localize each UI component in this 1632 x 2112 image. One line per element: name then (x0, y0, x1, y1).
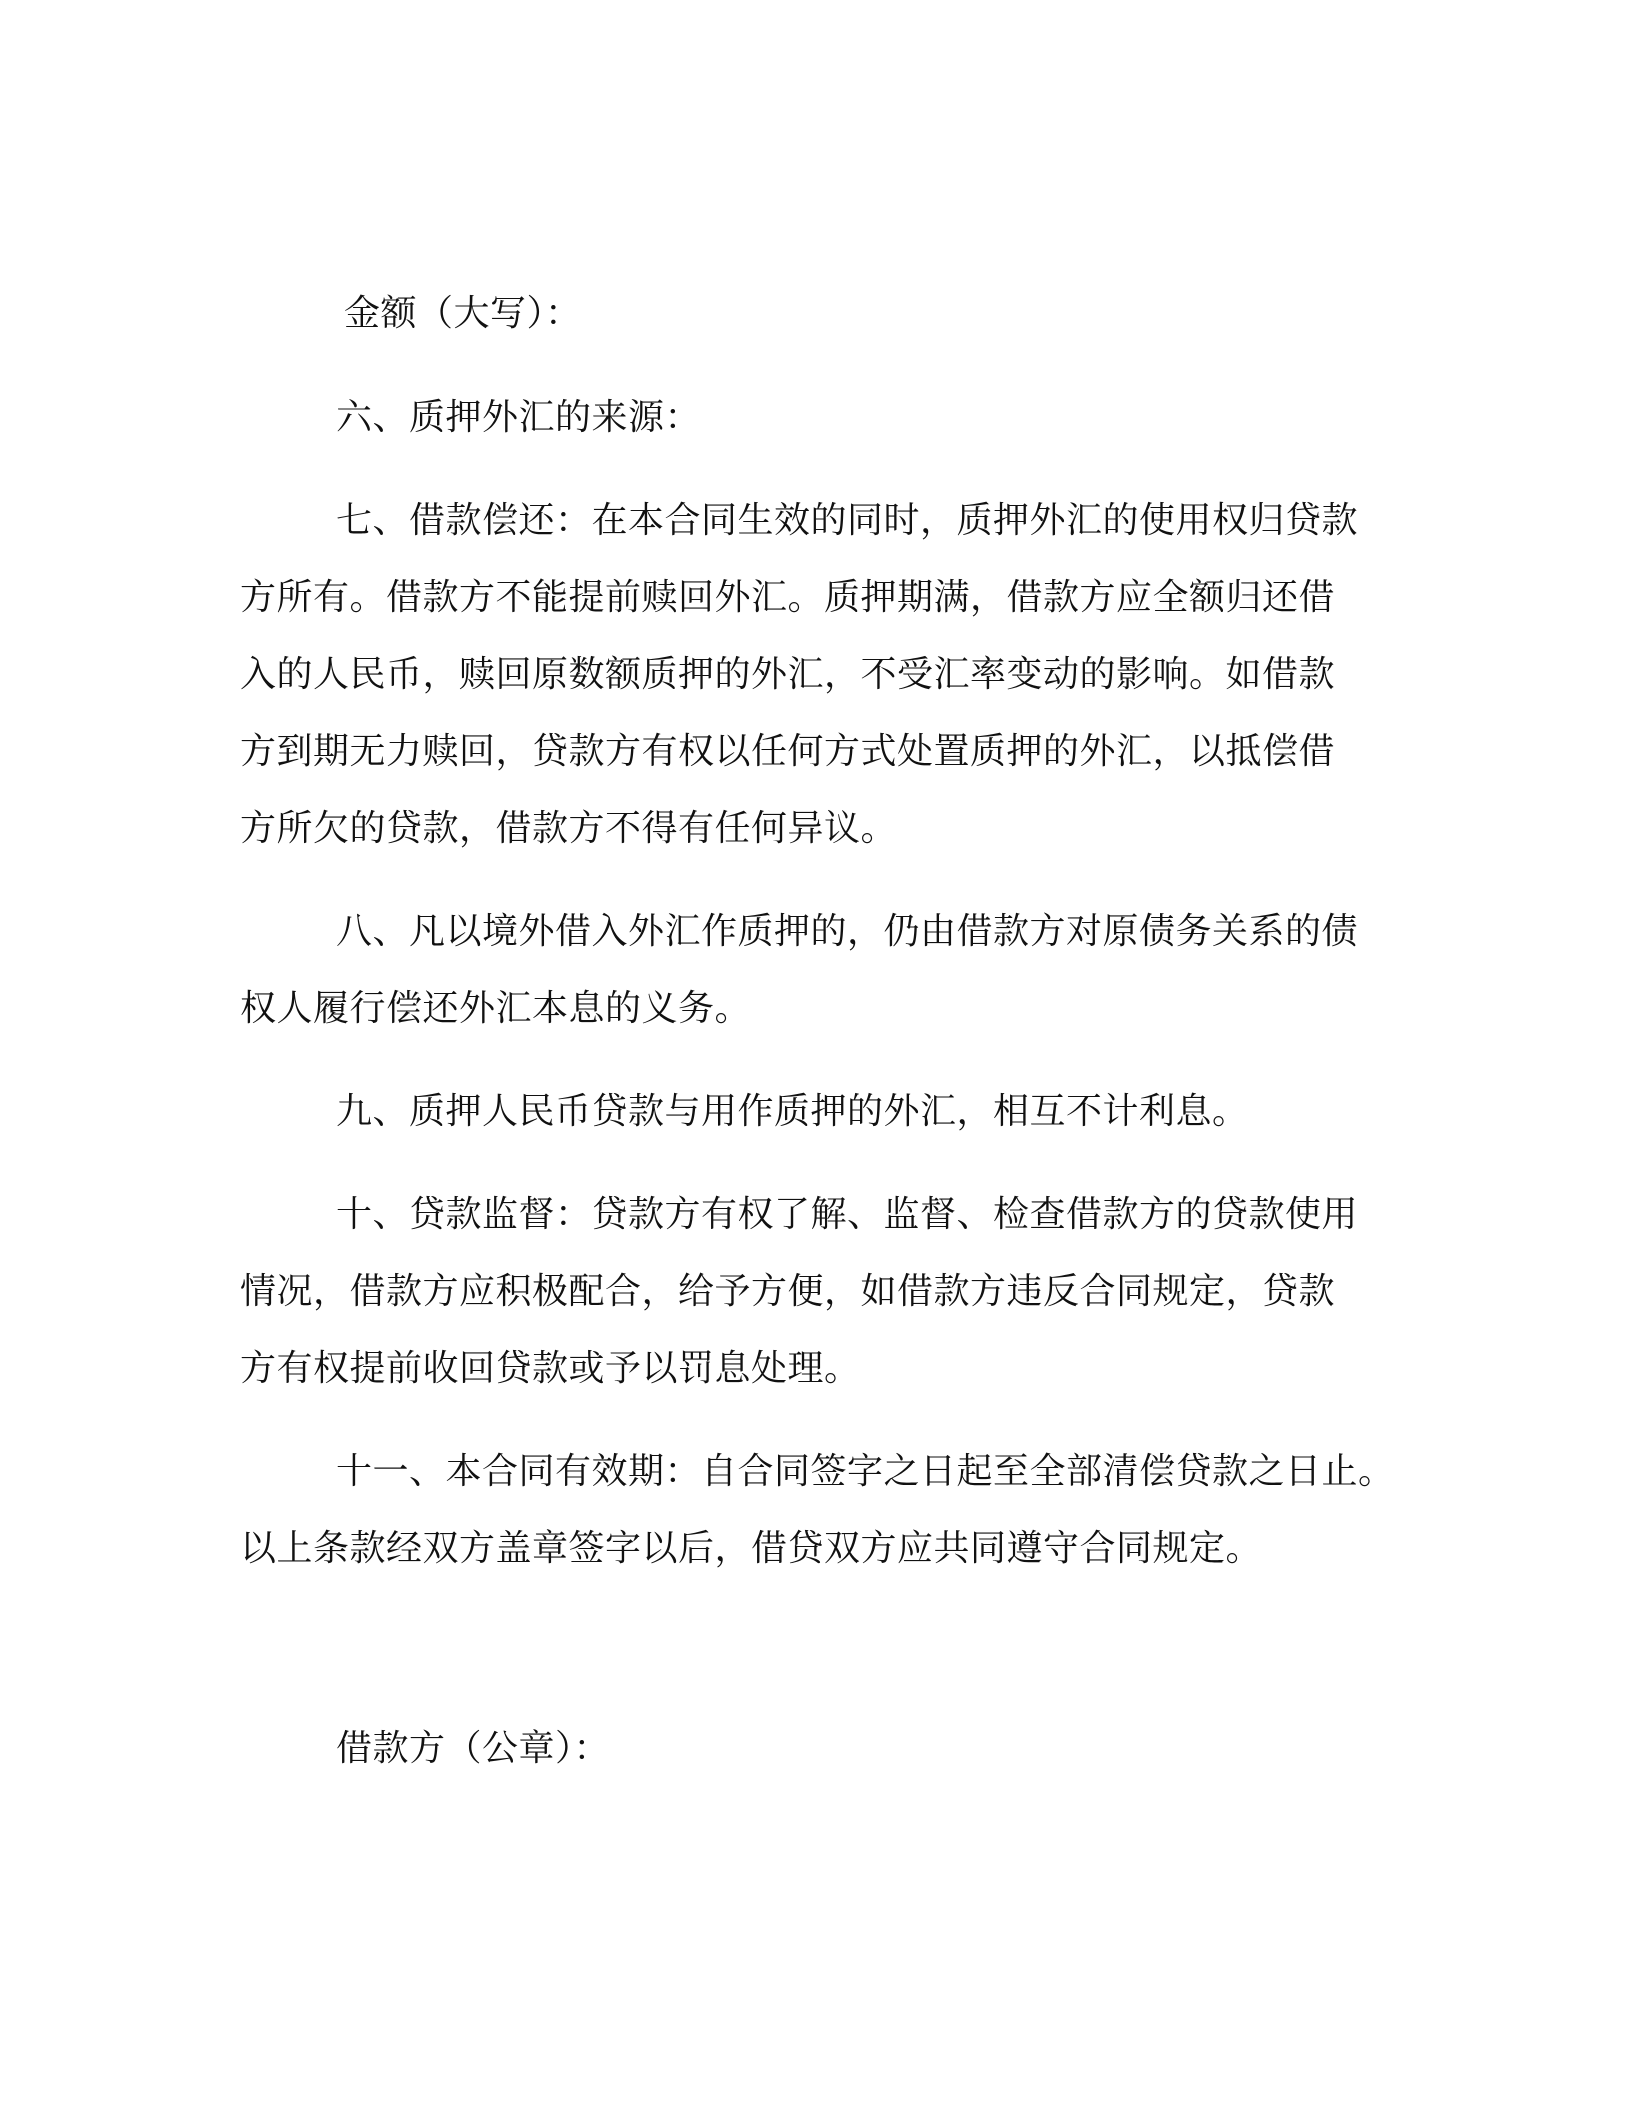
clause-7-line-1: 七、借款偿还：在本合同生效的同时，质押外汇的使用权归贷款 (336, 500, 1359, 541)
clause-11-line-2: 以上条款经双方盖章签字以后，借贷双方应共同遵守合同规定。 (240, 1528, 1263, 1569)
clause-9-interest: 九、质押人民币贷款与用作质押的外汇，相互不计利息。 (336, 1091, 1249, 1132)
clause-8-line-1: 八、凡以境外借入外汇作质押的，仍由借款方对原债务关系的债 (336, 911, 1359, 952)
borrower-seal-line: 借款方（公章）： (336, 1728, 611, 1769)
clause-10-line-3: 方有权提前收回贷款或予以罚息处理。 (240, 1348, 861, 1389)
clause-10-line-2: 情况，借款方应积极配合，给予方便，如借款方违反合同规定，贷款 (240, 1271, 1336, 1312)
clause-7-line-3: 入的人民币，赎回原数额质押的外汇，不受汇率变动的影响。如借款 (240, 654, 1336, 695)
clause-7-line-4: 方到期无力赎回，贷款方有权以任何方式处置质押的外汇，以抵偿借 (240, 731, 1336, 772)
clause-11-line-1: 十一、本合同有效期：自合同签字之日起至全部清偿贷款之日止。 (336, 1451, 1395, 1492)
clause-7-line-2: 方所有。借款方不能提前赎回外汇。质押期满，借款方应全额归还借 (240, 577, 1336, 618)
clause-7-line-5: 方所欠的贷款，借款方不得有任何异议。 (240, 808, 898, 849)
amount-uppercase-line: 金额（大写）： (344, 293, 582, 334)
clause-8-line-2: 权人履行偿还外汇本息的义务。 (240, 988, 752, 1029)
clause-6-source: 六、质押外汇的来源： (336, 397, 702, 438)
clause-10-line-1: 十、贷款监督：贷款方有权了解、监督、检查借款方的贷款使用 (336, 1194, 1359, 1235)
